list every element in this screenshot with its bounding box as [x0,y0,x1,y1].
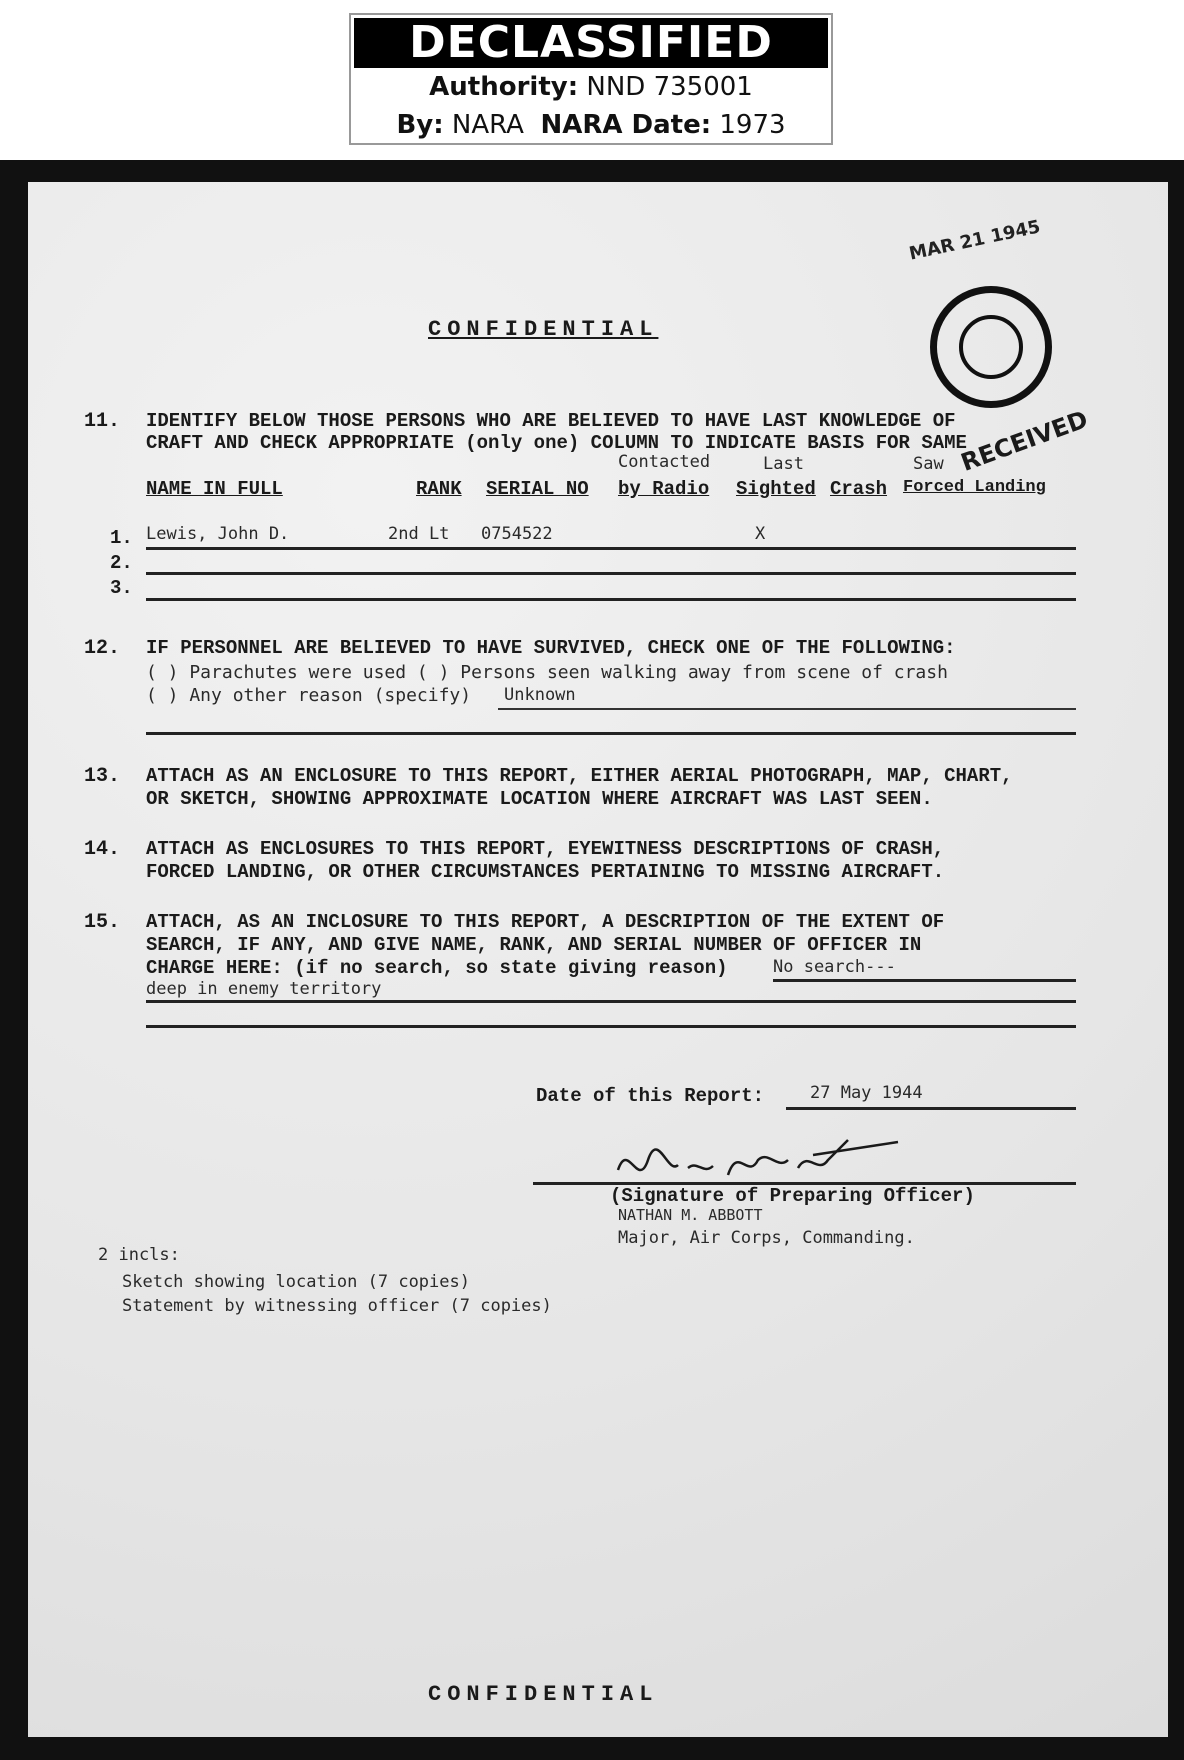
item12-line1: IF PERSONNEL ARE BELIEVED TO HAVE SURVIVED, CHECK ONE OF THE FOLLOWING: [146,637,956,659]
item15-line1: ATTACH, AS AN INCLOSURE TO THIS REPORT, A DESCRIPTION OF THE EXTENT OF [146,911,945,933]
row-rule [146,598,1076,601]
item11-line2: CRAFT AND CHECK APPROPRIATE (only one) COLUMN TO INDICATE BASIS FOR SAME [146,432,967,454]
stamp-by-line [351,106,831,144]
officer-title: Major, Air Corps, Commanding. [618,1228,915,1248]
item15-number: 15. [84,911,121,934]
item11-number: 11. [84,410,121,433]
col-crash-header: Crash [830,478,888,500]
col-contacted-header: by Radio [618,478,710,500]
declassified-stamp [349,13,833,145]
item15-answer1: No search--- [773,957,896,977]
specify-rule [498,708,1076,710]
item13-line2: OR SKETCH, SHOWING APPROXIMATE LOCATION WHERE AIRCRAFT WAS LAST SEEN. [146,788,933,810]
classification-footer: CONFIDENTIAL [428,1682,659,1707]
col-name-header: NAME IN FULL [146,478,283,500]
stamp-authority-label: Authority: [429,72,579,102]
item14-number: 14. [84,838,121,861]
stamp-date-label: NARA Date: [540,110,712,140]
scanned-page [0,160,1184,1760]
item12-rule [146,732,1076,735]
row-serial: 0754522 [481,524,553,544]
row-number: 3. [110,577,133,599]
received-stamp-word: RECEIVED [957,405,1092,477]
report-date-rule [786,1107,1076,1110]
item15-answer2: deep in enemy territory [146,979,382,999]
item12-number: 12. [84,637,121,660]
item14-line2: FORCED LANDING, OR OTHER CIRCUMSTANCES PERTAINING TO MISSING AIRCRAFT. [146,861,945,883]
col-sighted-header: Sighted [736,478,816,500]
inclosures-label: 2 incls: [98,1245,180,1265]
col-serial-header: SERIAL NO [486,478,589,500]
item15-rule2 [146,1000,1076,1003]
row-rank: 2nd Lt [388,524,450,544]
signature-caption: (Signature of Preparing Officer) [610,1185,975,1207]
inclosure-item-2: Statement by witnessing officer (7 copies) [122,1296,552,1316]
row-number: 2. [110,552,133,574]
col-saw-top: Saw [913,454,944,474]
item13-line1: ATTACH AS AN ENCLOSURE TO THIS REPORT, EITHER AERIAL PHOTOGRAPH, MAP, CHART, [146,765,1013,787]
row-rule [146,572,1076,575]
officer-name: NATHAN M. ABBOTT [618,1206,763,1224]
row-rule [146,547,1076,550]
stamp-authority-line [351,68,831,106]
item11-line1: IDENTIFY BELOW THOSE PERSONS WHO ARE BELIEVED TO HAVE LAST KNOWLEDGE OF [146,410,956,432]
col-rank-header: RANK [416,478,462,500]
item12-option2: ( ) Any other reason (specify) [146,685,472,706]
col-last-top: Last [763,454,804,474]
stamp-date-value: 1973 [719,110,786,140]
item15-line2: SEARCH, IF ANY, AND GIVE NAME, RANK, AND SERIAL NUMBER OF OFFICER IN [146,934,922,956]
row-number: 1. [110,527,133,549]
row-mark: X [755,524,766,544]
item15-rule3 [146,1025,1076,1028]
stamp-title: DECLASSIFIED [354,18,828,68]
item13-number: 13. [84,765,121,788]
item12-option1: ( ) Parachutes were used ( ) Persons seen walking away from scene of crash [146,662,948,683]
seal-emblem-icon [959,315,1023,379]
item14-line1: ATTACH AS ENCLOSURES TO THIS REPORT, EYEWITNESS DESCRIPTIONS OF CRASH, [146,838,945,860]
classification-header: CONFIDENTIAL [428,317,659,342]
col-contacted-top: Contacted [618,452,711,472]
item15-line3: CHARGE HERE: (if no search, so state giving reason) [146,957,728,979]
stamp-by-label: By: [396,110,444,140]
item12-option2-value: Unknown [504,685,576,705]
item15-rule1 [773,979,1076,982]
received-date-stamp: MAR 21 1945 [907,216,1043,265]
report-date-label: Date of this Report: [536,1085,765,1107]
col-forced-header: Forced Landing [903,478,1046,497]
paper-sheet [28,182,1168,1737]
row-name: Lewis, John D. [146,524,290,544]
inclosure-item-1: Sketch showing location (7 copies) [122,1272,470,1292]
stamp-by-value: NARA [451,110,524,140]
report-date-value: 27 May 1944 [810,1083,923,1103]
received-seal-icon [930,286,1052,408]
stamp-authority-value: NND 735001 [586,72,753,102]
